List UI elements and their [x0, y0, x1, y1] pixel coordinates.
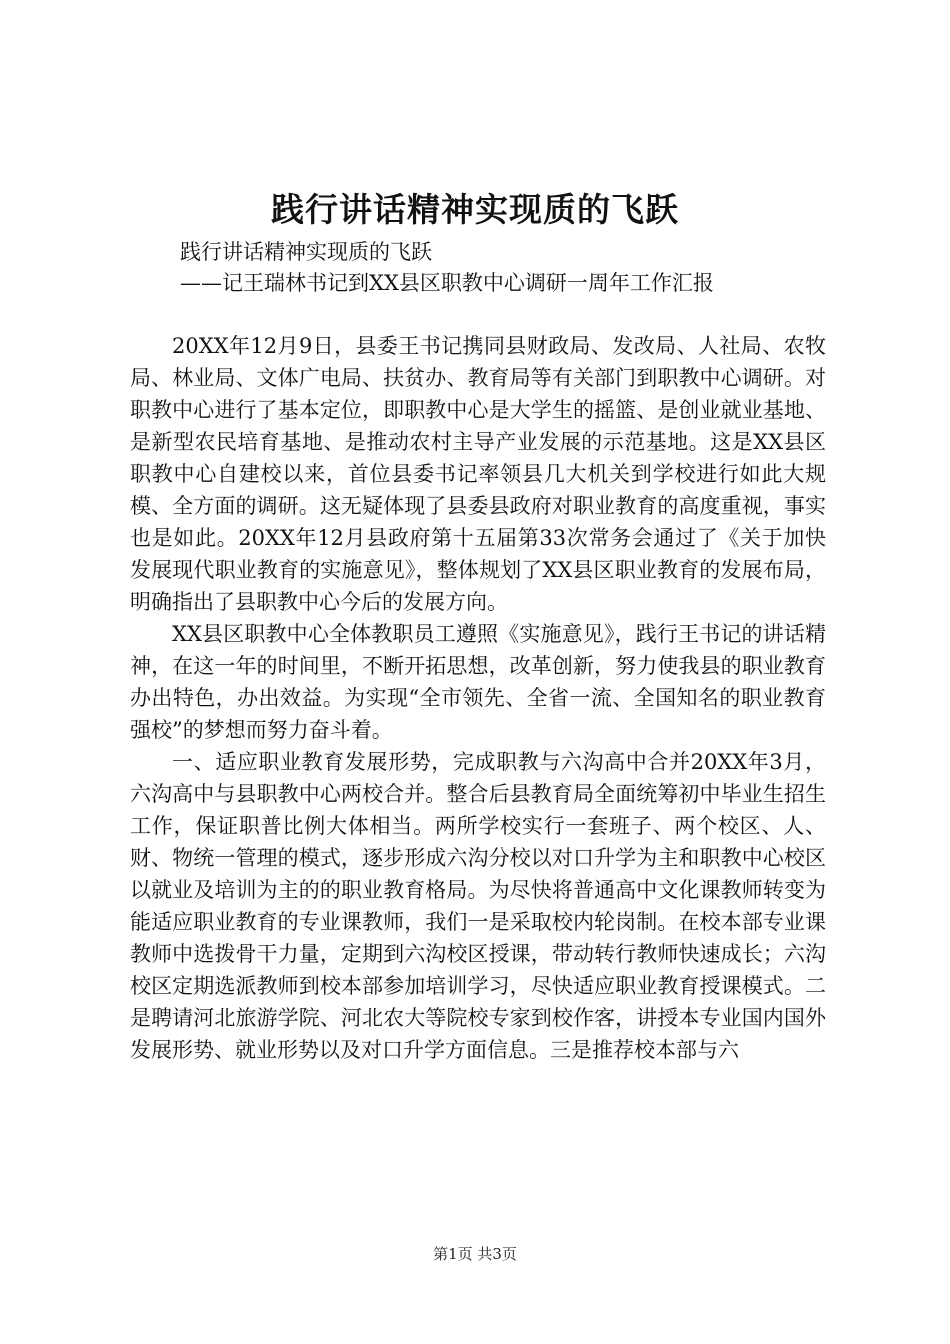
- paragraph: 20XX年12月9日，县委王书记携同县财政局、发改局、人社局、农牧局、林业局、文体广电局、扶贫办、教育局等有关部门到职教中心调研。对职教中心进行了基本定位，即职教中心是大学生的摇篮、是创业就业基地、是新型农民培育基地、是推动农村主导产业发展的示范基地。这是XX县区职教中心自建校以来，首位县委书记率领县几大机关到学校进行如此大规模、全方面的调研。这无疑体现了县委县政府对职业教育的高度重视，事实也是如此。20XX年12月县政府第十五届第33次常务会通过了《关于加快发展现代职业教育的实施意见》，整体规划了XX县区职业教育的发展布局，明确指出了县职教中心今后的发展方向。: [130, 334, 826, 614]
- paragraph: XX县区职教中心全体教职员工遵照《实施意见》，践行王书记的讲话精神，在这一年的时间里，不断开拓思想，改革创新，努力使我县的职业教育办出特色，办出效益。为实现“全市领先、全省一流、全国知名的职业教育强校”的梦想而努力奋斗着。: [130, 622, 826, 742]
- paragraph: 一、适应职业教育发展形势，完成职教与六沟高中合并20XX年3月，六沟高中与县职教中心两校合并。整合后县教育局全面统筹初中毕业生招生工作，保证职普比例大体相当。两所学校实行一套班子、两个校区、人、财、物统一管理的模式，逐步形成六沟分校以对口升学为主和职教中心校区以就业及培训为主的的职业教育格局。为尽快将普通高中文化课教师转变为能适应职业教育的专业课教师，我们一是采取校内轮岗制。在校本部专业课教师中选拨骨干力量，定期到六沟校区授课，带动转行教师快速成长；六沟校区定期选派教师到校本部参加培训学习，尽快适应职业教育授课模式。二是聘请河北旅游学院、河北农大等院校专家到校作客，讲授本专业国内国外发展形势、就业形势以及对口升学方面信息。三是推荐校本部与六: [130, 750, 826, 1062]
- document-body: [130, 330, 826, 1066]
- document-subtitle: 践行讲话精神实现质的飞跃: [180, 240, 432, 264]
- document-subtitle-report: ——记王瑞林书记到XX县区职教中心调研一周年工作汇报: [180, 271, 714, 295]
- document-title: 践行讲话精神实现质的飞跃: [271, 190, 679, 229]
- page-number-footer: 第1页 共3页: [433, 1245, 517, 1263]
